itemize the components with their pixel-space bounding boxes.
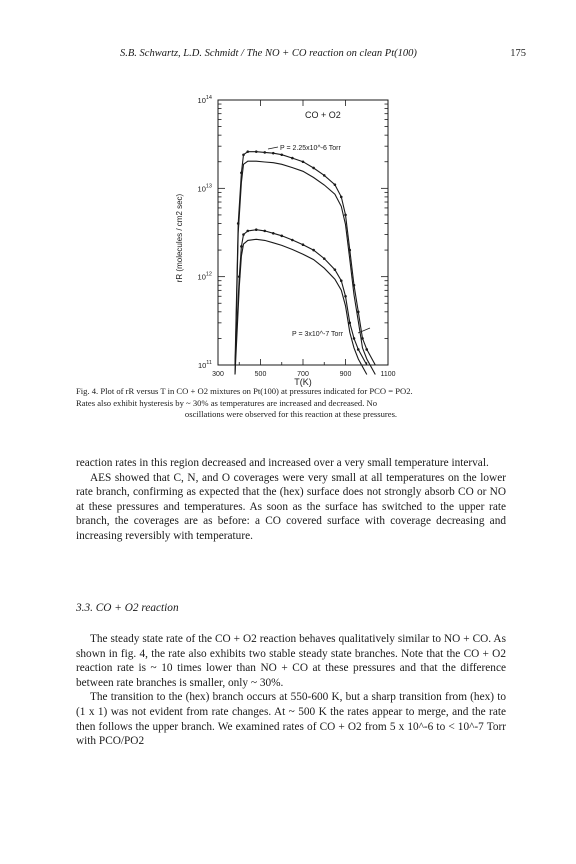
x-tick-label: 700 <box>297 371 309 378</box>
annotation-high-pressure: P = 2.25x10^-6 Torr <box>280 145 341 152</box>
annotation-pointer <box>268 147 278 149</box>
data-point <box>340 279 343 282</box>
data-point <box>240 245 243 248</box>
series-layer <box>235 147 375 375</box>
y-tick-label: $10^{11}$ <box>197 360 212 370</box>
data-point <box>255 228 258 231</box>
data-point <box>246 230 249 233</box>
data-point <box>246 150 249 153</box>
data-point <box>344 214 347 217</box>
paragraph-1: reaction rates in this region decreased and increased over a very small temperature interval. <box>76 457 489 469</box>
data-point <box>242 153 245 156</box>
data-point <box>365 348 368 351</box>
data-point <box>272 232 275 235</box>
y-tick-label: $10^{14}$ <box>197 95 212 105</box>
x-tick-label: 900 <box>339 371 352 378</box>
data-point <box>344 295 347 298</box>
data-point <box>357 348 360 351</box>
data-point <box>361 337 364 340</box>
caption-line-1: Fig. 4. Plot of rR versus T in CO + O2 mixtures on Pt(100) at pressures indicated for PCO = PO2. <box>76 386 413 396</box>
running-title: S.B. Schwartz, L.D. Schmidt / The NO + CO reaction on clean Pt(100) <box>120 48 417 59</box>
data-point <box>323 174 326 177</box>
chart-title: CO + O2 <box>305 110 341 120</box>
paragraph-2: AES showed that C, N, and O coverages were very small at all temperatures on the lower rate branch, confirming as expected that the (hex) surface does not strongly absorb CO or NO at these pressures and temperatures. As soon as the surface has switched to the upper rate branch, the coverages are as before: a CO covered surface with coverage decreasing and increasing reversibly with temperature. <box>76 471 506 542</box>
data-point <box>263 151 266 154</box>
body-block-1 <box>76 456 506 544</box>
annotation-low-pressure: P = 3x10^-7 Torr <box>292 331 344 338</box>
x-axis-label: T(K) <box>294 377 312 387</box>
data-point <box>334 268 337 271</box>
data-point <box>237 222 240 225</box>
data-point <box>272 152 275 155</box>
x-tick-label: 500 <box>254 371 267 378</box>
data-point <box>280 153 283 156</box>
series-line-lower <box>235 161 375 374</box>
y-tick-label: $10^{13}$ <box>197 183 212 194</box>
page-number: 175 <box>510 48 526 59</box>
data-point <box>348 249 351 252</box>
body-block-2 <box>76 632 506 749</box>
series-line-upper <box>235 230 367 365</box>
data-point <box>291 157 294 160</box>
y-axis-label: rR (molecules / cm2 sec) <box>175 193 184 283</box>
rate-vs-temperature-chart <box>120 88 420 388</box>
section-heading: 3.3. CO + O2 reaction <box>76 602 179 614</box>
data-point <box>242 233 245 236</box>
minor-ticks <box>218 100 388 365</box>
y-tick-label: $10^{12}$ <box>197 271 212 282</box>
data-point <box>238 275 241 278</box>
data-point <box>302 243 305 246</box>
figure-caption <box>76 386 506 421</box>
plot-frame <box>218 100 388 365</box>
data-point <box>312 167 315 170</box>
data-point <box>255 150 258 153</box>
y-tick-labels <box>198 95 212 370</box>
data-point <box>323 257 326 260</box>
paragraph-4: The transition to the (hex) branch occurs at 550-600 K, but a sharp transition from (hex) to (1 x 1) was not evident from rate changes. At ~ 500 K the rates appear to merge, and the rate then follows the upper branch. We examined rates of CO + O2 from 5 x 10^-6 to < 10^-7 Torr with PCO/PO2 <box>76 691 506 748</box>
data-point <box>302 160 305 163</box>
x-tick-label: 300 <box>212 371 224 378</box>
data-point <box>340 196 343 199</box>
data-point <box>312 249 315 252</box>
data-point <box>353 337 356 340</box>
data-point <box>348 322 351 325</box>
data-point <box>334 183 337 186</box>
data-point <box>240 171 243 174</box>
data-point <box>353 284 356 287</box>
data-point <box>280 235 283 238</box>
data-point <box>263 230 266 233</box>
caption-line-3: oscillations were observed for this reaction at these pressures. <box>184 409 398 419</box>
data-point <box>357 311 360 314</box>
running-header <box>120 48 526 64</box>
x-tick-label: 1100 <box>380 371 396 378</box>
paragraph-3: The steady state rate of the CO + O2 reaction behaves qualitatively similar to NO + CO. As shown in fig. 4, the rate also exhibits two stable steady state branches. Note that the CO + O2 reaction rate is ~ 10 times lower than NO + CO at these pressures and that the difference between rate branches is smaller, only ~ 30%. <box>76 633 506 689</box>
data-point <box>291 239 294 242</box>
caption-line-2: Rates also exhibit hysteresis by ~ 30% as temperatures are increased and decreased. No <box>76 397 378 408</box>
